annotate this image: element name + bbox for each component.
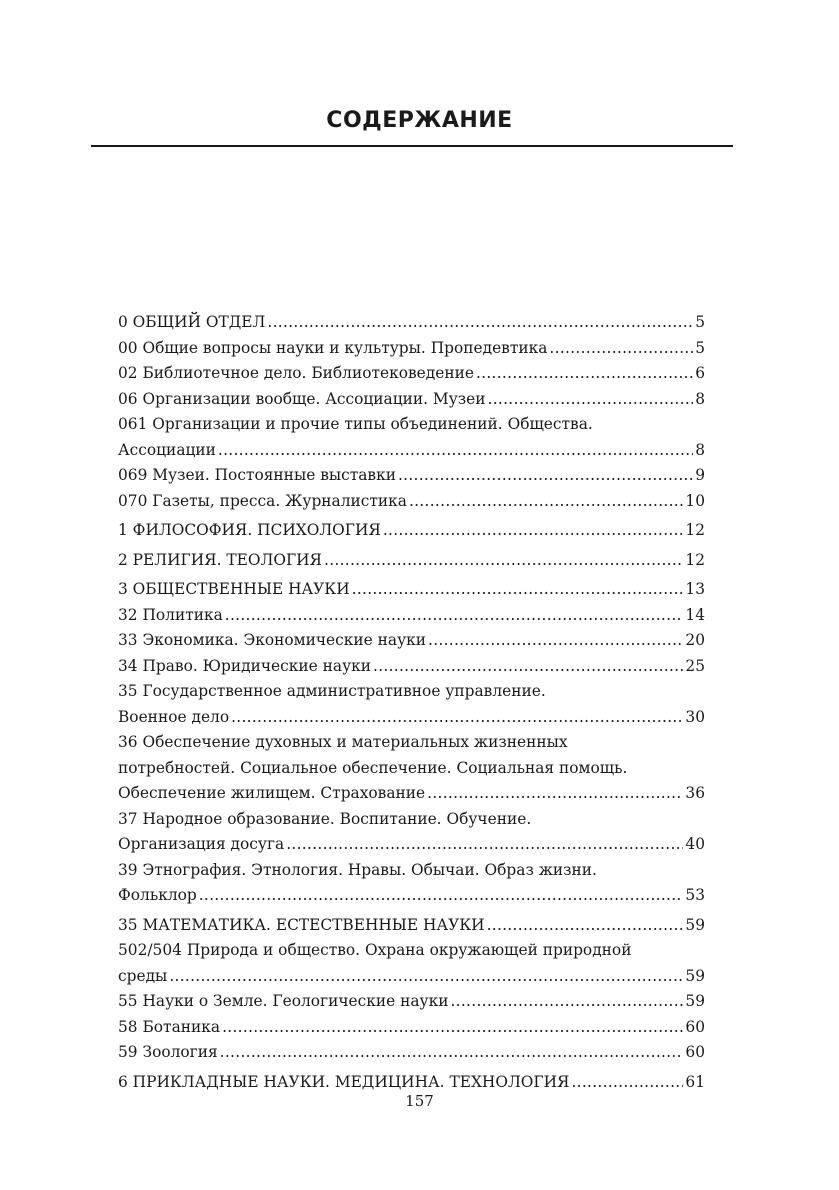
toc-entry-title-line: потребностей. Социальное обеспечение. Социальная помощь.: [118, 758, 628, 777]
toc-entry-last-line: [118, 577, 705, 603]
dot-leader: [427, 781, 683, 807]
toc-entry: [118, 938, 705, 989]
toc-entry: [118, 989, 705, 1015]
dot-leader: [450, 989, 683, 1015]
toc-entry-title-line: 32 Политика: [118, 605, 223, 624]
toc-entry: [118, 679, 705, 730]
toc-entry-title-line: 59 Зоология: [118, 1043, 218, 1061]
toc-entry-page-number: 9: [695, 466, 705, 484]
toc-entry-title-line: 58 Ботаника: [118, 1017, 221, 1036]
dot-leader: [199, 883, 684, 909]
toc-entry-title-line: среды: [118, 966, 168, 985]
toc-entry-title-line: 3 ОБЩЕСТВЕННЫЕ НАУКИ: [118, 580, 350, 598]
toc-entry-last-line: [118, 438, 705, 464]
toc-entry: [118, 387, 705, 413]
dot-leader: [169, 964, 683, 990]
toc-entry: [118, 310, 705, 336]
dot-leader: [373, 654, 683, 680]
toc-entry-page-number: 60: [685, 1017, 705, 1036]
toc-entry: [118, 577, 705, 603]
toc-entry: [118, 489, 705, 515]
toc-entry-last-line: [118, 1015, 705, 1041]
toc-entry-page-number: 12: [685, 521, 705, 539]
toc-entry-page-number: 8: [695, 440, 705, 459]
toc-entry-title-line: Военное дело: [118, 707, 230, 726]
toc-entry-title-line: 00 Общие вопросы науки и культуры. Пропедевтика: [118, 338, 548, 357]
toc-entry-last-line: [118, 705, 705, 731]
toc-entry-last-line: [118, 964, 705, 990]
toc-entry: [118, 1015, 705, 1041]
dot-leader: [487, 913, 684, 939]
toc-entry-last-line: [118, 310, 705, 336]
toc-entry-title-line: 069 Музеи. Постоянные выставки: [118, 466, 396, 484]
dot-leader: [286, 832, 683, 858]
toc-entry-title-line: 36 Обеспечение духовных и материальных жизненных: [118, 733, 568, 751]
toc-entry-last-line: [118, 781, 705, 807]
dot-leader: [398, 463, 693, 489]
toc-entry: [118, 858, 705, 909]
toc-entry-page-number: 14: [685, 605, 705, 624]
title-underline: [91, 145, 733, 147]
toc-entry-title-line: 6 ПРИКЛАДНЫЕ НАУКИ. МЕДИЦИНА. ТЕХНОЛОГИЯ: [118, 1072, 570, 1091]
dot-leader: [383, 518, 684, 544]
toc-entry: [118, 628, 705, 654]
toc-entry-title-line: 0 ОБЩИЙ ОТДЕЛ: [118, 313, 266, 331]
toc-entry: [118, 807, 705, 858]
dot-leader: [324, 548, 683, 574]
toc-entry: [118, 1040, 705, 1066]
toc-entry-title-line: 39 Этнография. Этнология. Нравы. Обычаи. Образ жизни.: [118, 860, 597, 879]
toc-entry-page-number: 6: [695, 364, 705, 382]
toc-entry-page-number: 20: [685, 631, 705, 649]
toc-entry-title-line: 061 Организации и прочие типы объединений. Общества.: [118, 415, 593, 433]
toc-entry-last-line: [118, 463, 705, 489]
toc-entry: [118, 412, 705, 463]
toc-entry-last-line: [118, 603, 705, 629]
dot-leader: [231, 705, 683, 731]
toc-entry: [118, 654, 705, 680]
toc-entry-page-number: 40: [685, 835, 705, 853]
toc-entry-title-line: 2 РЕЛИГИЯ. ТЕОЛОГИЯ: [118, 550, 322, 569]
toc-entry-page-number: 59: [685, 915, 705, 934]
toc-entry-page-number: 13: [685, 580, 705, 598]
toc-entry: [118, 913, 705, 939]
toc-entry-page-number: 61: [685, 1072, 705, 1091]
toc-entry-page-number: 30: [685, 707, 705, 726]
toc-entry-page-number: 59: [685, 966, 705, 985]
toc-entry-page-number: 5: [695, 313, 705, 331]
toc-entry-title-line: 070 Газеты, пресса. Журналистика: [118, 491, 407, 510]
toc-entry-last-line: [118, 654, 705, 680]
toc-entry-title-line: 502/504 Природа и общество. Охрана окружающей природной: [118, 941, 632, 959]
toc-entry: [118, 603, 705, 629]
dot-leader: [220, 1040, 684, 1066]
toc-entry-title-line: 02 Библиотечное дело. Библиотековедение: [118, 364, 474, 382]
toc-entry-page-number: 60: [685, 1043, 705, 1061]
dot-leader: [549, 336, 693, 362]
toc-entry-title-line: Ассоциации: [118, 440, 216, 459]
toc-entry-page-number: 53: [685, 886, 705, 904]
dot-leader: [476, 361, 693, 387]
toc-entry: [118, 361, 705, 387]
toc-entry: [118, 730, 705, 807]
toc-entry-page-number: 8: [695, 389, 705, 408]
toc-entry-last-line: [118, 548, 705, 574]
toc-entry-title-line: 34 Право. Юридические науки: [118, 656, 371, 675]
toc-entry-last-line: [118, 361, 705, 387]
toc-entry-title-line: Обеспечение жилищем. Страхование: [118, 784, 426, 802]
page-title: СОДЕРЖАНИЕ: [326, 108, 513, 133]
dot-leader: [352, 577, 684, 603]
toc-entry-last-line: [118, 489, 705, 515]
toc-entry: [118, 463, 705, 489]
toc-entry-title-line: 37 Народное образование. Воспитание. Обучение.: [118, 809, 532, 828]
dot-leader: [222, 1015, 683, 1041]
toc-entry-last-line: [118, 883, 705, 909]
toc-entry-title-line: 35 МАТЕМАТИКА. ЕСТЕСТВЕННЫЕ НАУКИ: [118, 915, 485, 934]
toc-entry-title-line: 35 Государственное административное управление.: [118, 682, 546, 700]
toc-entry-title-line: Фольклор: [118, 886, 197, 904]
dot-leader: [267, 310, 693, 336]
toc-entry-page-number: 36: [685, 784, 705, 802]
toc-entry-last-line: [118, 518, 705, 544]
toc-entry: [118, 548, 705, 574]
toc-entry-title-line: 33 Экономика. Экономические науки: [118, 631, 427, 649]
toc-entry-last-line: [118, 989, 705, 1015]
toc-entry-last-line: [118, 913, 705, 939]
toc-entry-last-line: [118, 336, 705, 362]
toc-entry-page-number: 12: [685, 550, 705, 569]
dot-leader: [409, 489, 683, 515]
table-of-contents: [118, 310, 705, 1095]
toc-entry-last-line: [118, 387, 705, 413]
toc-entry-title-line: 55 Науки о Земле. Геологические науки: [118, 992, 449, 1010]
toc-entry-last-line: [118, 628, 705, 654]
toc-entry-last-line: [118, 1040, 705, 1066]
dot-leader: [488, 387, 694, 413]
toc-entry-title-line: Организация досуга: [118, 835, 285, 853]
toc-entry-last-line: [118, 832, 705, 858]
toc-entry-page-number: 59: [685, 992, 705, 1010]
dot-leader: [225, 603, 684, 629]
toc-entry: [118, 336, 705, 362]
toc-entry-page-number: 25: [685, 656, 705, 675]
toc-entry-page-number: 10: [685, 491, 705, 510]
toc-entry-title-line: 06 Организации вообще. Ассоциации. Музеи: [118, 389, 486, 408]
dot-leader: [428, 628, 683, 654]
toc-entry: [118, 518, 705, 544]
toc-entry-title-line: 1 ФИЛОСОФИЯ. ПСИХОЛОГИЯ: [118, 521, 381, 539]
page-number: 157: [405, 1092, 434, 1110]
dot-leader: [218, 438, 693, 464]
toc-entry-page-number: 5: [695, 338, 705, 357]
